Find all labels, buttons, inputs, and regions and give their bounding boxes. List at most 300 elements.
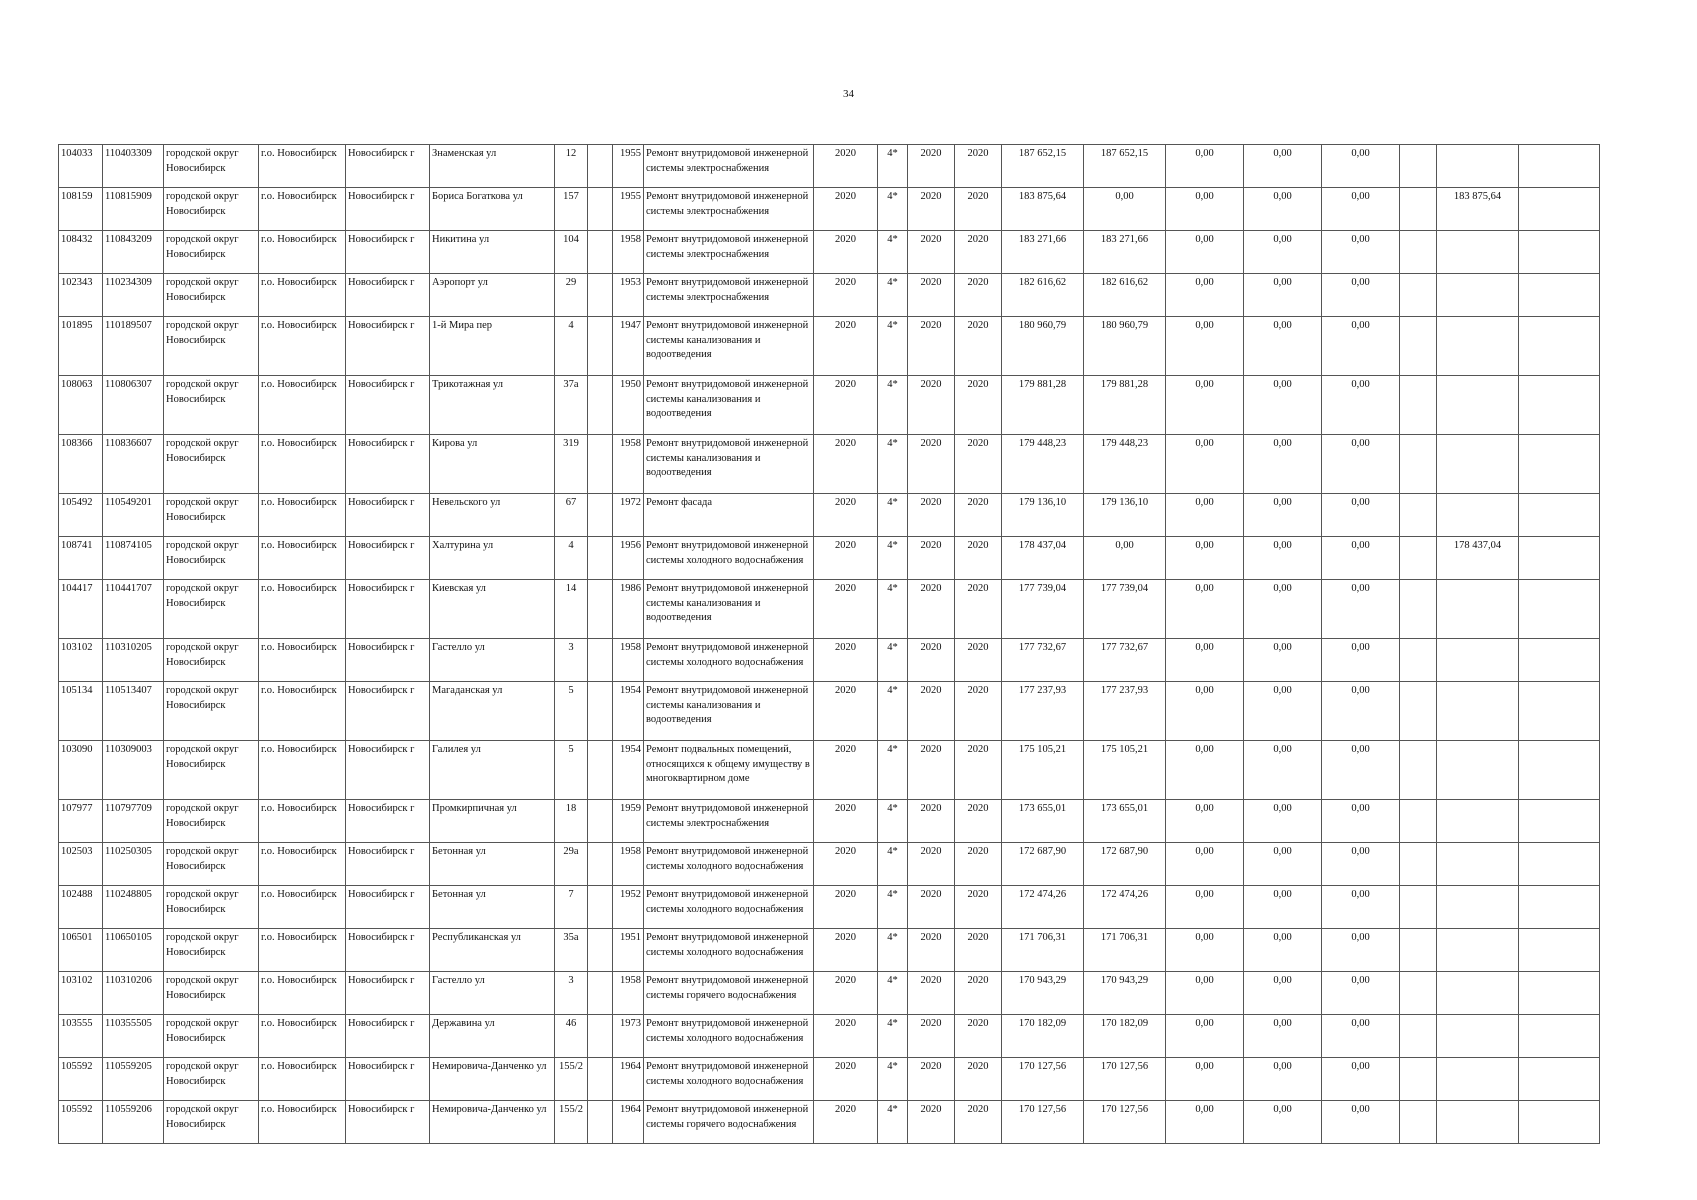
cell-local-cost: 0,00 [1322,682,1400,741]
cell-priority: 4* [878,274,908,317]
cell-city: Новосибирск г [346,972,430,1015]
cell-city: Новосибирск г [346,741,430,800]
cell-year-built: 1958 [613,435,644,494]
cell-regional-cost: 0,00 [1244,435,1322,494]
cell-municipality: городской округ Новосибирск [164,929,259,972]
cell-street: 1-й Мира пер [430,317,555,376]
cell-owner-funds [1437,580,1519,639]
cell-street: Немировича-Данченко ул [430,1101,555,1144]
cell-house-id: 103090 [59,741,103,800]
cell-work-id: 110559205 [103,1058,164,1101]
cell-housing [588,188,613,231]
cell-settlement: г.о. Новосибирск [259,741,346,800]
cell-year-built: 1972 [613,494,644,537]
cell-work-type: Ремонт внутридомовой инженерной системы электроснабжения [644,231,814,274]
cell-house-number: 3 [555,972,588,1015]
cell-start-year: 2020 [908,494,955,537]
cell-settlement: г.о. Новосибирск [259,886,346,929]
cell-total-cost: 183 271,66 [1002,231,1084,274]
cell-end-year: 2020 [955,274,1002,317]
cell-house-id: 108741 [59,537,103,580]
cell-extra-1 [1400,1058,1437,1101]
cell-fund-cost: 179 448,23 [1084,435,1166,494]
table-row [59,741,1600,800]
cell-regional-cost: 0,00 [1244,1015,1322,1058]
cell-settlement: г.о. Новосибирск [259,231,346,274]
cell-extra-2 [1519,886,1600,929]
cell-house-id: 108159 [59,188,103,231]
cell-local-cost: 0,00 [1322,800,1400,843]
cell-regional-cost: 0,00 [1244,843,1322,886]
cell-street: Державина ул [430,1015,555,1058]
cell-house-id: 107977 [59,800,103,843]
cell-end-year: 2020 [955,1015,1002,1058]
cell-extra-2 [1519,929,1600,972]
cell-municipality: городской округ Новосибирск [164,494,259,537]
cell-start-year: 2020 [908,639,955,682]
cell-municipality: городской округ Новосибирск [164,188,259,231]
cell-work-id: 110874105 [103,537,164,580]
cell-extra-2 [1519,1058,1600,1101]
cell-start-year: 2020 [908,317,955,376]
cell-start-year: 2020 [908,1015,955,1058]
cell-end-year: 2020 [955,800,1002,843]
cell-house-number: 35а [555,929,588,972]
cell-housing [588,1101,613,1144]
cell-extra-1 [1400,1101,1437,1144]
cell-city: Новосибирск г [346,800,430,843]
cell-house-number: 155/2 [555,1058,588,1101]
cell-local-cost: 0,00 [1322,843,1400,886]
cell-house-number: 46 [555,1015,588,1058]
cell-housing [588,886,613,929]
cell-priority: 4* [878,972,908,1015]
cell-budget-cost: 0,00 [1166,800,1244,843]
table-row [59,537,1600,580]
cell-work-type: Ремонт внутридомовой инженерной системы холодного водоснабжения [644,1015,814,1058]
cell-work-id: 110559206 [103,1101,164,1144]
cell-extra-2 [1519,231,1600,274]
cell-street: Кирова ул [430,435,555,494]
cell-priority: 4* [878,929,908,972]
cell-local-cost: 0,00 [1322,639,1400,682]
cell-priority: 4* [878,741,908,800]
cell-house-number: 4 [555,317,588,376]
cell-fund-cost: 175 105,21 [1084,741,1166,800]
cell-work-type: Ремонт подвальных помещений, относящихся к общему имуществу в многоквартирном доме [644,741,814,800]
table-row [59,929,1600,972]
cell-house-id: 108063 [59,376,103,435]
cell-house-id: 108432 [59,231,103,274]
cell-end-year: 2020 [955,843,1002,886]
cell-priority: 4* [878,376,908,435]
table-row [59,682,1600,741]
cell-budget-cost: 0,00 [1166,580,1244,639]
cell-settlement: г.о. Новосибирск [259,435,346,494]
cell-total-cost: 173 655,01 [1002,800,1084,843]
cell-fund-cost: 179 881,28 [1084,376,1166,435]
cell-year-built: 1954 [613,741,644,800]
cell-municipality: городской округ Новосибирск [164,435,259,494]
cell-total-cost: 170 127,56 [1002,1058,1084,1101]
cell-year-built: 1953 [613,274,644,317]
cell-start-year: 2020 [908,537,955,580]
cell-owner-funds [1437,800,1519,843]
cell-street: Галилея ул [430,741,555,800]
cell-house-id: 105492 [59,494,103,537]
cell-year-built: 1947 [613,317,644,376]
cell-house-number: 29 [555,274,588,317]
cell-budget-cost: 0,00 [1166,886,1244,929]
cell-extra-2 [1519,494,1600,537]
cell-regional-cost: 0,00 [1244,537,1322,580]
cell-house-number: 18 [555,800,588,843]
cell-work-id: 110843209 [103,231,164,274]
cell-house-number: 29а [555,843,588,886]
cell-budget-cost: 0,00 [1166,1101,1244,1144]
cell-year-built: 1958 [613,231,644,274]
cell-year-built: 1955 [613,188,644,231]
cell-regional-cost: 0,00 [1244,145,1322,188]
cell-regional-cost: 0,00 [1244,639,1322,682]
cell-settlement: г.о. Новосибирск [259,1101,346,1144]
cell-extra-1 [1400,494,1437,537]
table-row [59,188,1600,231]
cell-priority: 4* [878,1015,908,1058]
cell-housing [588,580,613,639]
cell-plan-year: 2020 [814,886,878,929]
cell-city: Новосибирск г [346,274,430,317]
cell-street: Халтурина ул [430,537,555,580]
cell-work-id: 110403309 [103,145,164,188]
cell-house-id: 105134 [59,682,103,741]
cell-owner-funds [1437,231,1519,274]
cell-end-year: 2020 [955,435,1002,494]
cell-budget-cost: 0,00 [1166,317,1244,376]
cell-housing [588,800,613,843]
cell-street: Немировича-Данченко ул [430,1058,555,1101]
table-row [59,639,1600,682]
cell-fund-cost: 0,00 [1084,537,1166,580]
cell-priority: 4* [878,494,908,537]
cell-end-year: 2020 [955,537,1002,580]
cell-owner-funds [1437,741,1519,800]
cell-plan-year: 2020 [814,231,878,274]
cell-housing [588,317,613,376]
cell-regional-cost: 0,00 [1244,494,1322,537]
cell-plan-year: 2020 [814,1101,878,1144]
cell-street: Магаданская ул [430,682,555,741]
cell-house-id: 102343 [59,274,103,317]
cell-settlement: г.о. Новосибирск [259,580,346,639]
cell-municipality: городской округ Новосибирск [164,1015,259,1058]
cell-total-cost: 187 652,15 [1002,145,1084,188]
cell-priority: 4* [878,1101,908,1144]
cell-start-year: 2020 [908,886,955,929]
cell-total-cost: 183 875,64 [1002,188,1084,231]
cell-work-id: 110309003 [103,741,164,800]
cell-work-type: Ремонт внутридомовой инженерной системы канализования и водоотведения [644,376,814,435]
cell-start-year: 2020 [908,274,955,317]
cell-extra-2 [1519,741,1600,800]
cell-local-cost: 0,00 [1322,274,1400,317]
cell-work-type: Ремонт внутридомовой инженерной системы холодного водоснабжения [644,639,814,682]
cell-work-type: Ремонт внутридомовой инженерной системы канализования и водоотведения [644,682,814,741]
cell-city: Новосибирск г [346,188,430,231]
cell-city: Новосибирск г [346,886,430,929]
cell-year-built: 1958 [613,843,644,886]
cell-street: Никитина ул [430,231,555,274]
cell-year-built: 1951 [613,929,644,972]
table-row [59,1015,1600,1058]
cell-housing [588,639,613,682]
cell-extra-2 [1519,435,1600,494]
table-row [59,376,1600,435]
table-row [59,1101,1600,1144]
cell-housing [588,682,613,741]
cell-house-id: 105592 [59,1101,103,1144]
cell-plan-year: 2020 [814,1058,878,1101]
cell-regional-cost: 0,00 [1244,317,1322,376]
cell-city: Новосибирск г [346,1058,430,1101]
cell-house-number: 104 [555,231,588,274]
cell-total-cost: 182 616,62 [1002,274,1084,317]
cell-local-cost: 0,00 [1322,231,1400,274]
cell-street: Трикотажная ул [430,376,555,435]
cell-start-year: 2020 [908,188,955,231]
cell-fund-cost: 180 960,79 [1084,317,1166,376]
cell-end-year: 2020 [955,682,1002,741]
cell-extra-2 [1519,376,1600,435]
cell-house-number: 3 [555,639,588,682]
cell-extra-1 [1400,682,1437,741]
cell-end-year: 2020 [955,1058,1002,1101]
cell-fund-cost: 170 182,09 [1084,1015,1166,1058]
cell-owner-funds [1437,1058,1519,1101]
cell-end-year: 2020 [955,929,1002,972]
cell-settlement: г.о. Новосибирск [259,1015,346,1058]
cell-settlement: г.о. Новосибирск [259,1058,346,1101]
cell-extra-1 [1400,1015,1437,1058]
cell-city: Новосибирск г [346,317,430,376]
cell-priority: 4* [878,682,908,741]
cell-municipality: городской округ Новосибирск [164,800,259,843]
cell-housing [588,494,613,537]
cell-start-year: 2020 [908,580,955,639]
cell-street: Бориса Богаткова ул [430,188,555,231]
cell-start-year: 2020 [908,843,955,886]
cell-house-number: 37а [555,376,588,435]
table-row [59,843,1600,886]
cell-work-id: 110355505 [103,1015,164,1058]
cell-year-built: 1958 [613,639,644,682]
cell-regional-cost: 0,00 [1244,929,1322,972]
cell-regional-cost: 0,00 [1244,1058,1322,1101]
cell-year-built: 1973 [613,1015,644,1058]
cell-owner-funds [1437,929,1519,972]
cell-municipality: городской округ Новосибирск [164,1058,259,1101]
cell-work-id: 110310205 [103,639,164,682]
cell-owner-funds [1437,317,1519,376]
cell-plan-year: 2020 [814,376,878,435]
cell-start-year: 2020 [908,741,955,800]
cell-work-type: Ремонт внутридомовой инженерной системы горячего водоснабжения [644,1101,814,1144]
cell-work-type: Ремонт внутридомовой инженерной системы холодного водоснабжения [644,537,814,580]
cell-extra-2 [1519,317,1600,376]
cell-plan-year: 2020 [814,537,878,580]
cell-start-year: 2020 [908,145,955,188]
cell-settlement: г.о. Новосибирск [259,188,346,231]
cell-local-cost: 0,00 [1322,376,1400,435]
cell-municipality: городской округ Новосибирск [164,145,259,188]
cell-plan-year: 2020 [814,435,878,494]
cell-budget-cost: 0,00 [1166,972,1244,1015]
cell-owner-funds [1437,494,1519,537]
cell-start-year: 2020 [908,800,955,843]
cell-year-built: 1956 [613,537,644,580]
cell-fund-cost: 170 127,56 [1084,1058,1166,1101]
cell-budget-cost: 0,00 [1166,494,1244,537]
cell-work-type: Ремонт внутридомовой инженерной системы электроснабжения [644,274,814,317]
cell-owner-funds [1437,639,1519,682]
cell-plan-year: 2020 [814,639,878,682]
cell-settlement: г.о. Новосибирск [259,682,346,741]
cell-municipality: городской округ Новосибирск [164,274,259,317]
cell-year-built: 1954 [613,682,644,741]
cell-extra-2 [1519,682,1600,741]
cell-settlement: г.о. Новосибирск [259,537,346,580]
cell-city: Новосибирск г [346,929,430,972]
cell-extra-2 [1519,843,1600,886]
cell-budget-cost: 0,00 [1166,231,1244,274]
cell-housing [588,741,613,800]
cell-budget-cost: 0,00 [1166,639,1244,682]
cell-extra-2 [1519,274,1600,317]
cell-year-built: 1986 [613,580,644,639]
cell-fund-cost: 170 127,56 [1084,1101,1166,1144]
cell-work-id: 110310206 [103,972,164,1015]
cell-house-number: 157 [555,188,588,231]
cell-priority: 4* [878,317,908,376]
cell-work-type: Ремонт внутридомовой инженерной системы холодного водоснабжения [644,843,814,886]
cell-work-id: 110650105 [103,929,164,972]
cell-extra-1 [1400,972,1437,1015]
cell-budget-cost: 0,00 [1166,741,1244,800]
cell-work-type: Ремонт внутридомовой инженерной системы канализования и водоотведения [644,435,814,494]
cell-municipality: городской округ Новосибирск [164,886,259,929]
table-row [59,435,1600,494]
cell-house-id: 104417 [59,580,103,639]
cell-priority: 4* [878,537,908,580]
cell-settlement: г.о. Новосибирск [259,494,346,537]
cell-total-cost: 180 960,79 [1002,317,1084,376]
cell-plan-year: 2020 [814,843,878,886]
cell-fund-cost: 172 474,26 [1084,886,1166,929]
cell-municipality: городской округ Новосибирск [164,843,259,886]
cell-work-id: 110248805 [103,886,164,929]
cell-priority: 4* [878,886,908,929]
cell-house-id: 106501 [59,929,103,972]
cell-total-cost: 175 105,21 [1002,741,1084,800]
cell-end-year: 2020 [955,972,1002,1015]
cell-settlement: г.о. Новосибирск [259,639,346,682]
cell-city: Новосибирск г [346,145,430,188]
cell-owner-funds: 183 875,64 [1437,188,1519,231]
cell-house-number: 4 [555,537,588,580]
cell-street: Знаменская ул [430,145,555,188]
cell-owner-funds [1437,843,1519,886]
cell-housing [588,843,613,886]
cell-budget-cost: 0,00 [1166,145,1244,188]
cell-local-cost: 0,00 [1322,886,1400,929]
cell-settlement: г.о. Новосибирск [259,145,346,188]
cell-city: Новосибирск г [346,435,430,494]
cell-extra-1 [1400,145,1437,188]
cell-regional-cost: 0,00 [1244,580,1322,639]
cell-extra-2 [1519,145,1600,188]
cell-priority: 4* [878,145,908,188]
cell-work-type: Ремонт внутридомовой инженерной системы электроснабжения [644,145,814,188]
cell-budget-cost: 0,00 [1166,376,1244,435]
cell-municipality: городской округ Новосибирск [164,1101,259,1144]
cell-plan-year: 2020 [814,580,878,639]
cell-start-year: 2020 [908,929,955,972]
cell-fund-cost: 182 616,62 [1084,274,1166,317]
cell-priority: 4* [878,1058,908,1101]
cell-fund-cost: 172 687,90 [1084,843,1166,886]
table-row [59,145,1600,188]
cell-extra-1 [1400,188,1437,231]
cell-fund-cost: 177 732,67 [1084,639,1166,682]
cell-fund-cost: 0,00 [1084,188,1166,231]
cell-house-id: 104033 [59,145,103,188]
cell-work-id: 110513407 [103,682,164,741]
cell-total-cost: 170 127,56 [1002,1101,1084,1144]
cell-local-cost: 0,00 [1322,494,1400,537]
cell-house-number: 5 [555,741,588,800]
cell-municipality: городской округ Новосибирск [164,682,259,741]
cell-budget-cost: 0,00 [1166,435,1244,494]
cell-plan-year: 2020 [814,494,878,537]
cell-housing [588,1015,613,1058]
cell-total-cost: 177 237,93 [1002,682,1084,741]
cell-extra-1 [1400,537,1437,580]
cell-municipality: городской округ Новосибирск [164,376,259,435]
cell-owner-funds [1437,435,1519,494]
cell-budget-cost: 0,00 [1166,188,1244,231]
cell-start-year: 2020 [908,1058,955,1101]
cell-street: Бетонная ул [430,843,555,886]
cell-start-year: 2020 [908,682,955,741]
table-row [59,317,1600,376]
cell-extra-2 [1519,1015,1600,1058]
cell-end-year: 2020 [955,188,1002,231]
cell-owner-funds [1437,972,1519,1015]
cell-year-built: 1955 [613,145,644,188]
cell-year-built: 1964 [613,1058,644,1101]
cell-total-cost: 172 687,90 [1002,843,1084,886]
cell-plan-year: 2020 [814,1015,878,1058]
cell-housing [588,231,613,274]
cell-municipality: городской округ Новосибирск [164,741,259,800]
cell-house-number: 155/2 [555,1101,588,1144]
cell-priority: 4* [878,435,908,494]
cell-regional-cost: 0,00 [1244,741,1322,800]
cell-start-year: 2020 [908,435,955,494]
cell-house-number: 12 [555,145,588,188]
table-row [59,886,1600,929]
table-row [59,494,1600,537]
